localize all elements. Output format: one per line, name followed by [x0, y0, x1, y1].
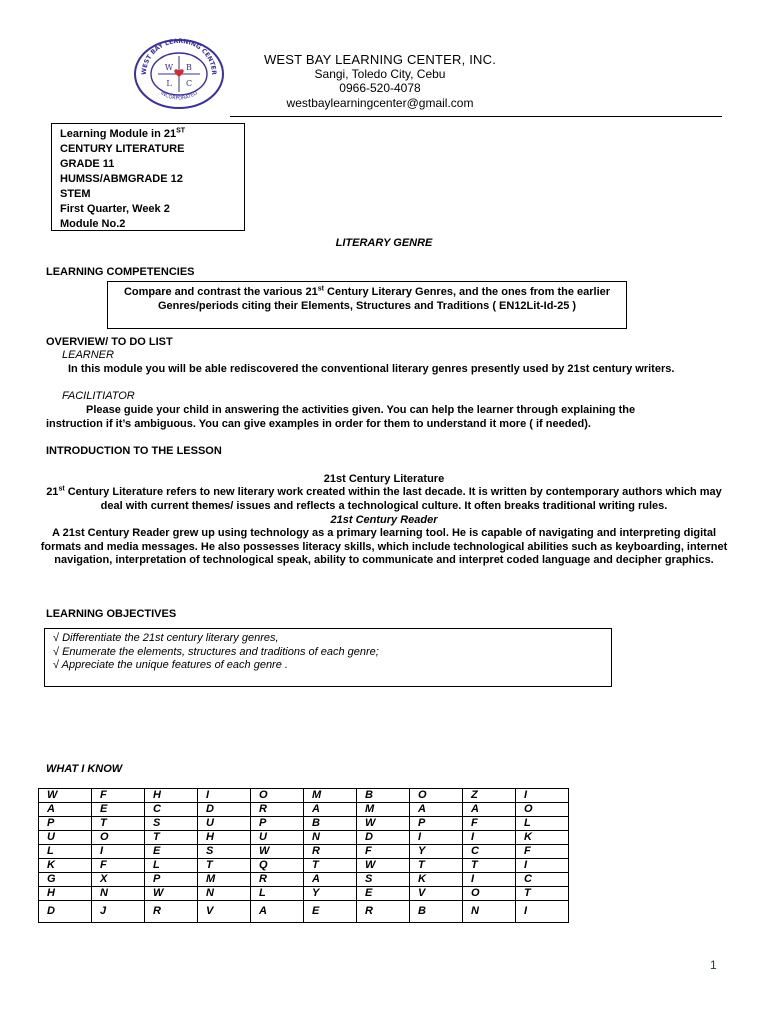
grid-row	[39, 789, 569, 803]
seal-ring-text: WEST BAY LEARNING CENTER	[140, 38, 218, 76]
grid-cell: P	[39, 817, 92, 831]
grid-cell: E	[145, 845, 198, 859]
grid-cell: I	[463, 873, 516, 887]
word-search-grid	[38, 788, 569, 923]
grid-cell: B	[304, 817, 357, 831]
module-line-3: GRADE 11	[60, 158, 115, 170]
grid-cell: U	[198, 817, 251, 831]
grid-cell: A	[463, 803, 516, 817]
grid-cell: I	[516, 859, 569, 873]
competencies-heading: LEARNING COMPETENCIES	[46, 266, 195, 278]
grid-cell: Y	[304, 887, 357, 901]
grid-cell: P	[251, 817, 304, 831]
module-line-7: Module No.2	[60, 218, 126, 230]
grid-cell: P	[410, 817, 463, 831]
grid-cell: K	[410, 873, 463, 887]
grid-cell: M	[198, 873, 251, 887]
introduction-heading: INTRODUCTION TO THE LESSON	[46, 445, 222, 457]
grid-cell: E	[92, 803, 145, 817]
grid-cell: T	[304, 859, 357, 873]
grid-cell: L	[251, 887, 304, 901]
grid-cell: O	[251, 789, 304, 803]
what-i-know-heading: WHAT I KNOW	[46, 763, 123, 775]
grid-row	[39, 831, 569, 845]
learner-text: In this module you will be able rediscovered the conventional literary genres presently used by 21st century writers.	[68, 363, 675, 375]
school-address: Sangi, Toledo City, Cebu	[314, 67, 446, 81]
grid-cell: N	[304, 831, 357, 845]
grid-cell: I	[516, 789, 569, 803]
grid-cell: W	[357, 817, 410, 831]
grid-cell: I	[410, 831, 463, 845]
grid-cell: S	[357, 873, 410, 887]
grid-cell: M	[304, 789, 357, 803]
grid-cell: O	[516, 803, 569, 817]
seal-letter-b: B	[186, 63, 192, 72]
seal-letter-w: W	[164, 63, 174, 72]
grid-cell: F	[463, 817, 516, 831]
school-email: westbaylearningcenter@gmail.com	[286, 96, 474, 110]
grid-cell: T	[463, 859, 516, 873]
grid-cell: J	[92, 901, 145, 923]
competencies-box: Compare and contrast the various 21st Century Literary Genres, and the ones from the earlier Genres/periods citing their Elements, Structures and Traditions ( EN12Lit-Id-25 )	[107, 281, 627, 329]
grid-cell: D	[357, 831, 410, 845]
grid-row	[39, 887, 569, 901]
grid-cell: H	[145, 789, 198, 803]
objective-item: √ Appreciate the unique features of each genre .	[53, 659, 288, 671]
module-line-5: STEM	[60, 188, 91, 200]
intro-subheading-literature: 21st Century Literature	[323, 473, 445, 485]
grid-cell: K	[516, 831, 569, 845]
grid-cell: W	[251, 845, 304, 859]
grid-cell: P	[145, 873, 198, 887]
facilitator-text: Please guide your child in answering the activities given. You can help the learner through explaining the instruction if it’s ambiguous. You can give examples in order for them to understand it more ( if needed).	[46, 404, 636, 430]
grid-cell: A	[251, 901, 304, 923]
grid-cell: R	[304, 845, 357, 859]
grid-cell: A	[304, 803, 357, 817]
grid-cell: U	[39, 831, 92, 845]
grid-cell: O	[92, 831, 145, 845]
grid-cell: N	[463, 901, 516, 923]
module-line-2: CENTURY LITERATURE	[60, 143, 185, 155]
grid-cell: W	[145, 887, 198, 901]
overview-heading: OVERVIEW/ TO DO LIST	[46, 336, 173, 348]
grid-cell: X	[92, 873, 145, 887]
objectives-box	[44, 628, 612, 687]
facilitator-label: FACILITIATOR	[62, 390, 135, 402]
grid-cell: O	[410, 789, 463, 803]
grid-row	[39, 901, 569, 923]
grid-cell: F	[357, 845, 410, 859]
grid-cell: I	[198, 789, 251, 803]
intro-paragraph-reader: A 21st Century Reader grew up using technology as a primary learning tool. He is capable of navigating and interpreting digital formats and media messages. He also possesses literacy skills, which include technological abilities such as keyboarding, internet navigation, interpretation of technological speak, ability to communicate and interpret coded language and decipher graphics.	[40, 527, 728, 566]
grid-cell: Y	[410, 845, 463, 859]
grid-cell: B	[410, 901, 463, 923]
school-phone: 0966-520-4078	[339, 81, 421, 95]
grid-cell: H	[39, 887, 92, 901]
grid-cell: H	[198, 831, 251, 845]
grid-cell: V	[410, 887, 463, 901]
grid-cell: G	[39, 873, 92, 887]
grid-cell: U	[251, 831, 304, 845]
grid-cell: T	[198, 859, 251, 873]
grid-cell: S	[145, 817, 198, 831]
grid-cell: L	[145, 859, 198, 873]
grid-cell: D	[198, 803, 251, 817]
grid-cell: A	[39, 803, 92, 817]
grid-cell: W	[357, 859, 410, 873]
grid-cell: L	[39, 845, 92, 859]
header-divider	[230, 116, 722, 117]
grid-cell: I	[516, 901, 569, 923]
school-name: WEST BAY LEARNING CENTER, INC.	[263, 52, 497, 67]
grid-row	[39, 803, 569, 817]
module-line-6: First Quarter, Week 2	[60, 203, 170, 215]
grid-cell: C	[145, 803, 198, 817]
grid-cell: S	[198, 845, 251, 859]
grid-cell: D	[39, 901, 92, 923]
grid-cell: A	[304, 873, 357, 887]
grid-cell: E	[304, 901, 357, 923]
seal-letter-c: C	[185, 79, 193, 88]
seal-letter-l: L	[166, 79, 172, 88]
grid-cell: R	[251, 873, 304, 887]
objectives-heading: LEARNING OBJECTIVES	[46, 608, 177, 620]
grid-cell: F	[92, 789, 145, 803]
page-number: 1	[710, 958, 717, 972]
grid-cell: A	[410, 803, 463, 817]
grid-cell: T	[516, 887, 569, 901]
grid-cell: C	[463, 845, 516, 859]
grid-row	[39, 845, 569, 859]
grid-cell: Q	[251, 859, 304, 873]
objective-item: √ Enumerate the elements, structures and traditions of each genre;	[53, 645, 379, 658]
grid-cell: M	[357, 803, 410, 817]
module-info-box	[51, 123, 245, 231]
grid-cell: I	[463, 831, 516, 845]
grid-cell: Z	[463, 789, 516, 803]
grid-cell: R	[251, 803, 304, 817]
grid-cell: R	[145, 901, 198, 923]
intro-subheading-reader: 21st Century Reader	[330, 514, 438, 526]
grid-cell: F	[516, 845, 569, 859]
school-seal-logo	[132, 38, 226, 110]
grid-cell: T	[145, 831, 198, 845]
grid-cell: N	[92, 887, 145, 901]
grid-cell: T	[92, 817, 145, 831]
grid-cell: N	[198, 887, 251, 901]
module-title: LITERARY GENRE	[335, 237, 433, 249]
grid-row	[39, 817, 569, 831]
grid-cell: E	[357, 887, 410, 901]
intro-paragraph-literature: 21st Century Literature refers to new literary work created within the last decade. It is written by contemporary authors which may deal with current themes/ issues and reflects a technological culture. It often breaks traditional writing rules.	[46, 485, 722, 512]
grid-cell: W	[39, 789, 92, 803]
grid-cell: K	[39, 859, 92, 873]
module-line-1: Learning Module in 21ST	[60, 127, 186, 140]
grid-cell: V	[198, 901, 251, 923]
grid-cell: F	[92, 859, 145, 873]
grid-cell: O	[463, 887, 516, 901]
module-line-4: HUMSS/ABMGRADE 12	[60, 173, 183, 185]
grid-cell: C	[516, 873, 569, 887]
grid-cell: B	[357, 789, 410, 803]
learner-label: LEARNER	[62, 349, 114, 361]
objective-item: √ Differentiate the 21st century literary genres,	[53, 632, 279, 644]
grid-cell: L	[516, 817, 569, 831]
seal-bottom-text: INCORPORATED	[159, 90, 199, 102]
grid-cell: T	[410, 859, 463, 873]
grid-cell: R	[357, 901, 410, 923]
grid-cell: I	[92, 845, 145, 859]
grid-row	[39, 859, 569, 873]
grid-row	[39, 873, 569, 887]
